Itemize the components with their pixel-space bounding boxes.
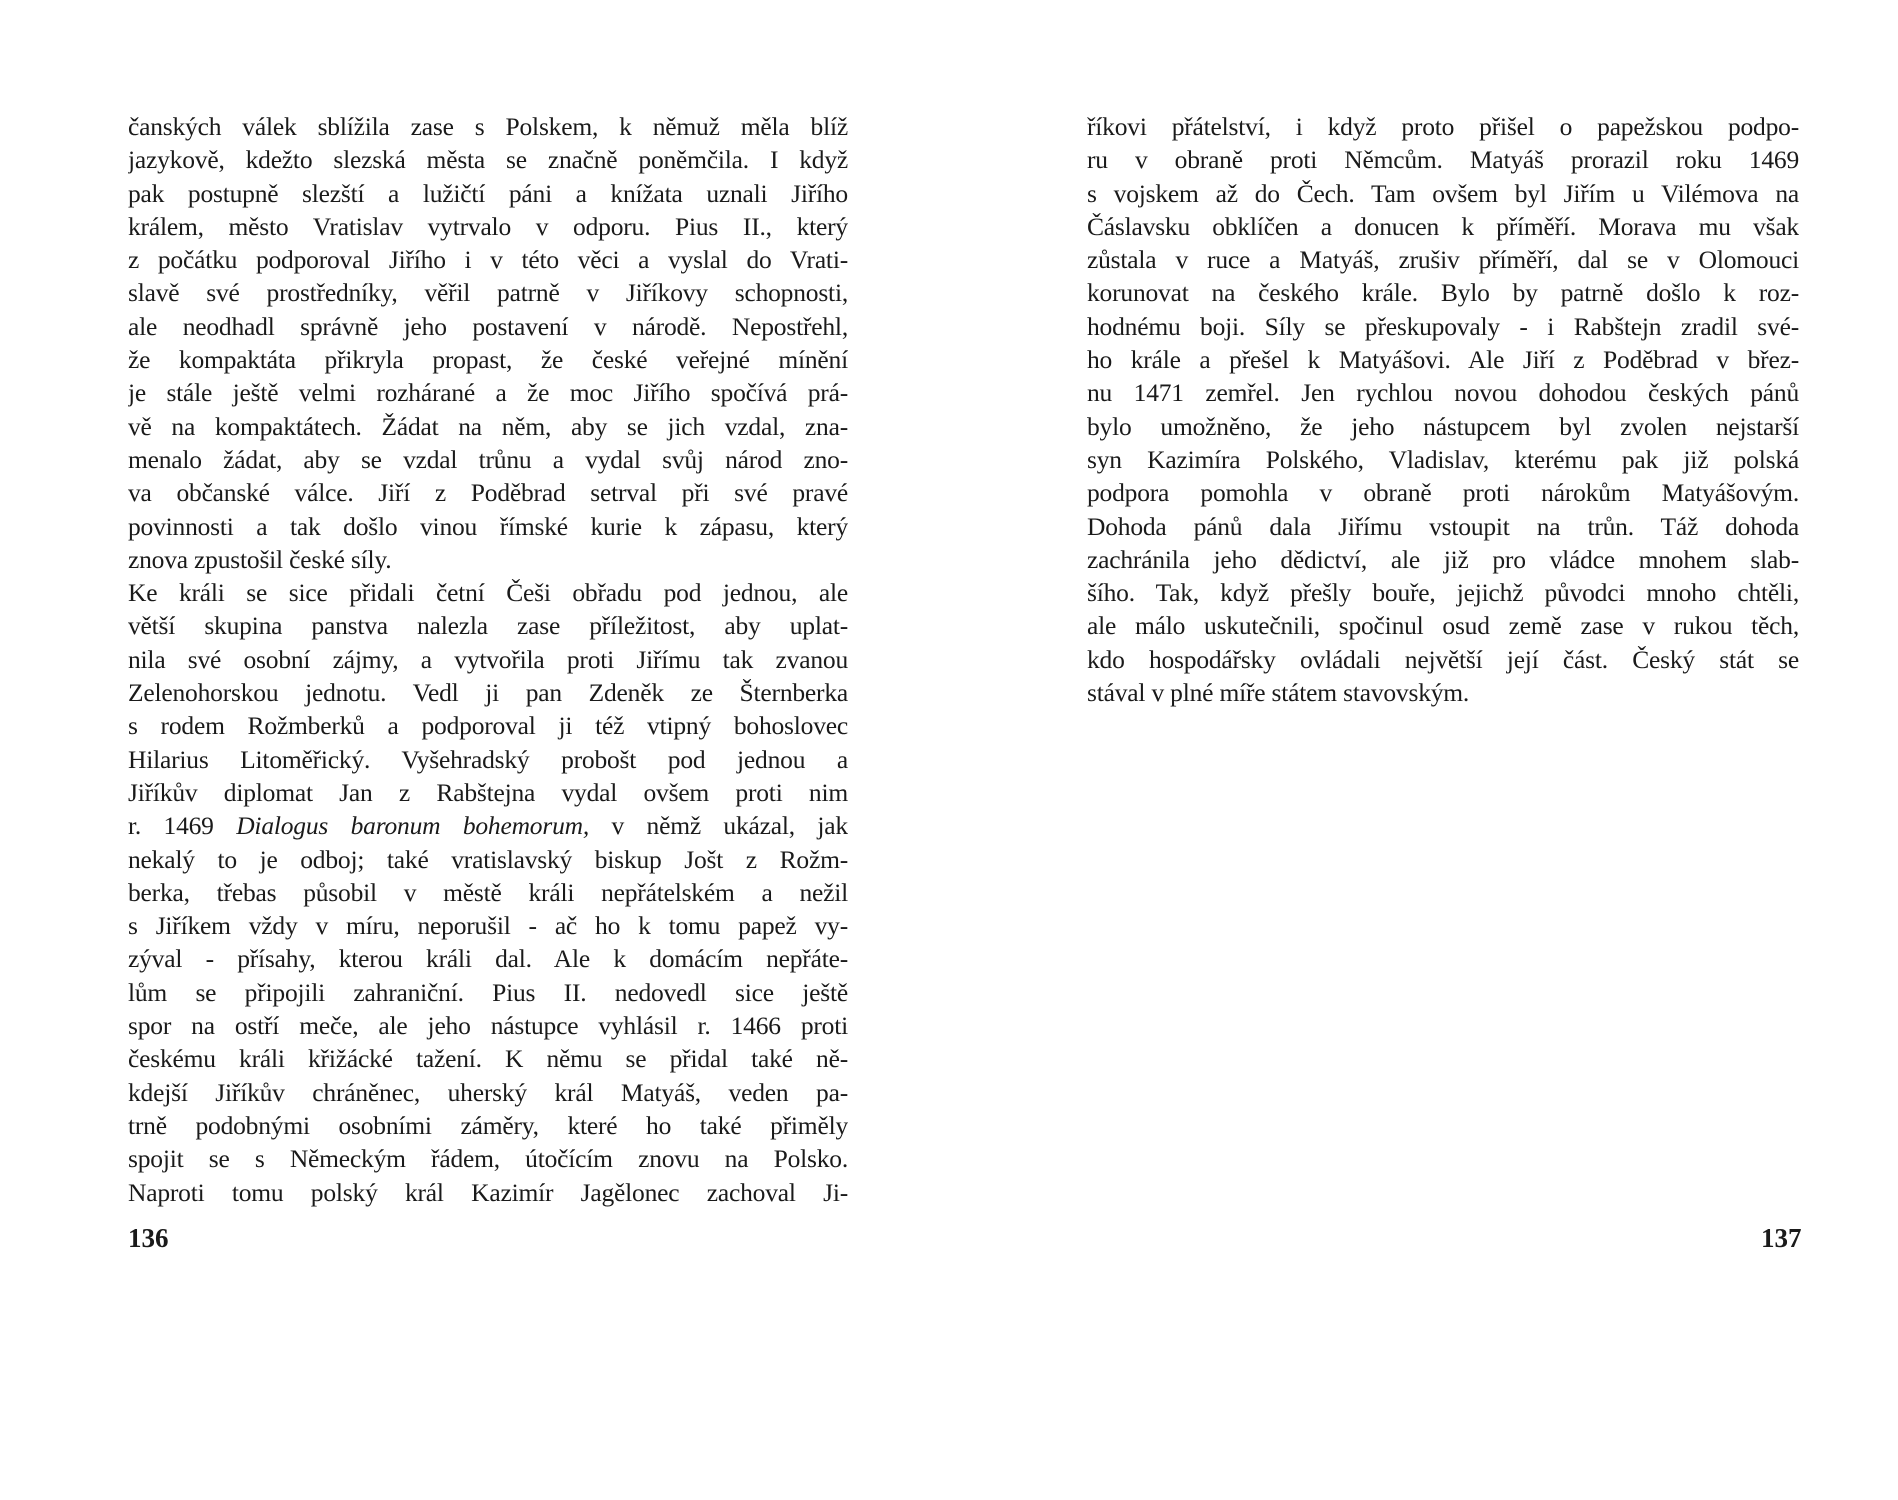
text-line: nekalý to je odboj; také vratislavský biskup Jošt z Rožm- xyxy=(128,844,848,874)
text-line: pak postupně slezští a lužičtí páni a knížata uznali Jiřího xyxy=(128,178,848,208)
right-page-text xyxy=(1087,110,1799,709)
text-line-with-italic-title xyxy=(128,809,848,842)
text-line: zýval - přísahy, kterou králi dal. Ale k domácím nepřáte- xyxy=(128,944,848,974)
text-line: Čáslavsku obklíčen a donucen k příměří. Morava mu však xyxy=(1087,211,1799,241)
text-line: z počátku podporoval Jiřího i v této věci a vyslal do Vrati- xyxy=(128,245,848,275)
text-line: menalo žádat, aby se vzdal trůnu a vydal svůj národ zno- xyxy=(128,444,848,474)
text-line: českému králi křižácké tažení. K němu se přidal také ně- xyxy=(128,1044,848,1074)
text-line: Jiříkův diplomat Jan z Rabštejna vydal ovšem proti nim xyxy=(128,777,848,807)
text-line: zůstala v ruce a Matyáš, zrušiv příměří, dal se v Olomouci xyxy=(1087,245,1799,275)
text-line: ale neodhadl správně jeho postavení v národě. Nepostřehl, xyxy=(128,311,848,341)
text-line: říkovi přátelství, i když proto přišel o papežskou podpo- xyxy=(1087,112,1799,141)
text-line: spor na ostří meče, ale jeho nástupce vyhlásil r. 1466 proti xyxy=(128,1011,848,1041)
text-line: králem, město Vratislav vytrvalo v odporu. Pius II., který xyxy=(128,211,848,241)
text-line: kdo hospodářsky ovládali největší její část. Český stát se xyxy=(1087,644,1799,674)
text-line: s Jiříkem vždy v míru, neporušil - ač ho k tomu papež vy- xyxy=(128,911,848,941)
text-line: Zelenohorskou jednotu. Vedl ji pan Zdeněk ze Šternberka xyxy=(128,678,848,708)
text-line: jazykově, kdežto slezská města se značně poněmčila. I když xyxy=(128,145,848,175)
text-line: čanských válek sblížila zase s Polskem, k němuž měla blíž xyxy=(128,112,848,141)
text-line: trně podobnými osobními záměry, které ho také přiměly xyxy=(128,1110,848,1140)
italic-book-title: Dialogus baronum bohemorum, xyxy=(236,811,590,841)
text-line: ale málo uskutečnili, spočinul osud země zase v rukou těch, xyxy=(1087,611,1799,641)
text-line-start: r. 1469 xyxy=(128,811,237,841)
text-line: větší skupina panstva nalezla zase příležitost, aby uplat- xyxy=(128,611,848,641)
page-number: 137 xyxy=(1761,1223,1802,1253)
text-line: že kompaktáta přikryla propast, že české veřejné mínění xyxy=(128,345,848,375)
text-line: lům se připojili zahraniční. Pius II. nedovedl sice ještě xyxy=(128,977,848,1007)
text-line: znova zpustošil české síly. xyxy=(128,544,392,574)
text-line: nila své osobní zájmy, a vytvořila proti Jiřímu tak zvanou xyxy=(128,644,848,674)
text-line: podpora pomohla v obraně proti nárokům Matyášovým. xyxy=(1087,478,1799,508)
text-line: hodnému boji. Síly se přeskupovaly - i Rabštejn zradil své- xyxy=(1087,311,1799,341)
text-line: syn Kazimíra Polského, Vladislav, kterému pak již polská xyxy=(1087,444,1799,474)
left-page-text xyxy=(128,110,848,1209)
text-line: Naproti tomu polský král Kazimír Jagělonec zachoval Ji- xyxy=(128,1177,848,1207)
text-line: zachránila jeho dědictví, ale již pro vládce mnohem slab- xyxy=(1087,544,1799,574)
text-line: stával v plné míře státem stavovským. xyxy=(1087,678,1470,708)
text-line: s vojskem až do Čech. Tam ovšem byl Jiřím u Vilémova na xyxy=(1087,178,1799,208)
text-line: va občanské válce. Jiří z Poděbrad setrval při své pravé xyxy=(128,478,848,508)
text-line: je stále ještě velmi rozhárané a že moc Jiřího spočívá prá- xyxy=(128,378,848,408)
text-line: povinnosti a tak došlo vinou římské kurie k zápasu, který xyxy=(128,511,848,541)
right-page xyxy=(949,0,1898,1500)
text-line: s rodem Rožmberků a podporoval ji též vtipný bohoslovec xyxy=(128,711,848,741)
text-line: berka, třebas působil v městě králi nepřátelském a nežil xyxy=(128,877,848,907)
text-line: Ke králi se sice přidali četní Češi obřadu pod jednou, ale xyxy=(128,578,848,608)
page-number: 136 xyxy=(128,1223,169,1253)
text-line: nu 1471 zemřel. Jen rychlou novou dohodou českých pánů xyxy=(1087,378,1799,408)
text-line: slavě své prostředníky, věřil patrně v Jiříkovy schopnosti, xyxy=(128,278,848,308)
text-line: spojit se s Německým řádem, útočícím znovu na Polsko. xyxy=(128,1144,848,1174)
text-line: ho krále a přešel k Matyášovi. Ale Jiří z Poděbrad v břez- xyxy=(1087,345,1799,375)
text-line-end: v němž ukázal, jak xyxy=(589,811,848,841)
text-line: vě na kompaktátech. Žádat na něm, aby se jich vzdal, zna- xyxy=(128,411,848,441)
text-line: kdejší Jiříkův chráněnec, uherský král Matyáš, veden pa- xyxy=(128,1077,848,1107)
text-line: korunovat na českého krále. Bylo by patrně došlo k roz- xyxy=(1087,278,1799,308)
text-line: bylo umožněno, že jeho nástupcem byl zvolen nejstarší xyxy=(1087,411,1799,441)
text-line: šího. Tak, když přešly bouře, jejichž původci mnoho chtěli, xyxy=(1087,578,1799,608)
text-line: ru v obraně proti Němcům. Matyáš prorazil roku 1469 xyxy=(1087,145,1799,175)
text-line: Hilarius Litoměřický. Vyšehradský probošt pod jednou a xyxy=(128,744,848,774)
text-line: Dohoda pánů dala Jiřímu vstoupit na trůn. Táž dohoda xyxy=(1087,511,1799,541)
